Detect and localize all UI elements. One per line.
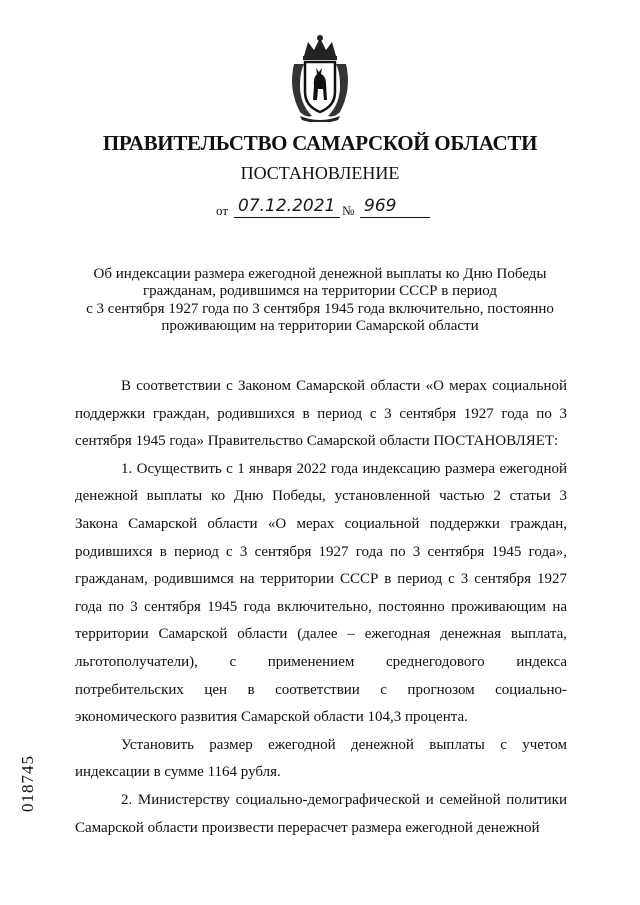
- margin-serial-number: 018745: [18, 755, 37, 812]
- document-subject: [60, 266, 580, 335]
- body-paragraph: Установить размер ежегодной денежной выплаты с учетом индексации в сумме 1164 рубля.: [75, 736, 567, 781]
- subject-line: с 3 сентября 1927 года по 3 сентября 1945 года включительно, постоянно: [86, 300, 554, 317]
- document-number: 969: [364, 196, 397, 216]
- document-body: [75, 373, 567, 842]
- subject-line: Об индексации размера ежегодной денежной выплаты ко Дню Победы: [93, 266, 547, 282]
- date-number-line: [216, 196, 436, 220]
- subject-line: гражданам, родившимся на территории СССР в период: [142, 283, 498, 300]
- number-prefix: №: [342, 203, 355, 218]
- date-underline: [234, 217, 340, 218]
- body-paragraph: В соответствии с Законом Самарской области «О мерах социальной поддержки граждан, родившихся в период с 3 сентября 1927 года по 3 сентября 1945 года» Правительство Самарской области ПОСТАНОВЛЯЕТ:: [75, 378, 567, 450]
- body-paragraph: 2. Министерству социально-демографической и семейной политики Самарской области произвести перерасчет размера ежегодной денежной: [75, 791, 567, 836]
- document-date: 07.12.2021: [238, 196, 336, 216]
- number-underline: [360, 217, 430, 218]
- subject-line: проживающим на территории Самарской области: [161, 317, 479, 334]
- body-paragraph: 1. Осуществить с 1 января 2022 года индексацию размера ежегодной денежной выплаты ко Дню Победы, установленной частью 2 статьи 3 Закона Самарской области «О мерах социальной поддержки граждан, родившихся в период с 3 сентября 1927 года по 3 сентября 1945 года», гражданам, родившимся на территории СССР в период с 3 сентября 1927 года по 3 сентября 1945 года включительно, постоянно проживающим на территории Самарской области (далее – ежегодная денежная выплата, льготополучатели), с применением среднегодового индекса потребительских цен в соответствии с прогнозом социально-экономического развития Самарской области 104,3 процента.: [75, 460, 567, 726]
- date-prefix: от: [216, 203, 229, 218]
- government-title: ПРАВИТЕЛЬСТВО САМАРСКОЙ ОБЛАСТИ: [102, 131, 538, 155]
- document-type: ПОСТАНОВЛЕНИЕ: [240, 163, 400, 183]
- coat-of-arms-icon: [286, 34, 354, 122]
